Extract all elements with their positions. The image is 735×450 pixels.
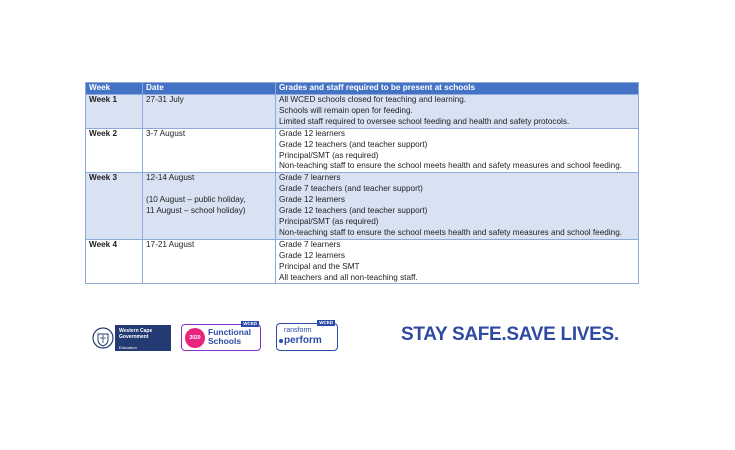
header-week: Week xyxy=(86,83,143,95)
detail-line: Principal and the SMT xyxy=(279,261,360,271)
details-cell xyxy=(276,128,639,173)
detail-line: Grade 12 learners xyxy=(279,250,345,260)
detail-line: All teachers and all non-teaching staff. xyxy=(279,272,418,282)
tp-wced-tag: WCED xyxy=(319,320,333,325)
detail-line: Non-teaching staff to ensure the school meets health and safety measures and school feeding. xyxy=(279,161,623,171)
wcg-dept: Education xyxy=(119,345,137,350)
table-row xyxy=(86,95,639,129)
table-row xyxy=(86,128,639,173)
detail-line: All WCED schools closed for teaching and learning. xyxy=(279,95,467,104)
detail-line: Non-teaching staff to ensure the school meets health and safety measures and school feeding. xyxy=(279,227,623,237)
western-cape-government-logo xyxy=(91,325,171,351)
week-cell: Week 4 xyxy=(86,239,143,284)
date-cell xyxy=(143,173,276,239)
transform-to-perform-logo xyxy=(276,319,338,351)
date-cell xyxy=(143,128,276,173)
slogan-text: STAY SAFE.SAVE LIVES. xyxy=(401,324,619,345)
detail-line: Grade 7 teachers (and teacher support) xyxy=(279,184,423,194)
detail-line: Grade 12 teachers (and teacher support) xyxy=(279,206,428,216)
date-spacer xyxy=(146,184,272,195)
tp-line1: ransform xyxy=(284,327,312,334)
week-cell: Week 2 xyxy=(86,128,143,173)
tp-line2: perform xyxy=(284,335,322,346)
fs-year-badge: 2020 xyxy=(185,328,205,348)
detail-line: Grade 7 learners xyxy=(279,173,341,183)
detail-line: Grade 7 learners xyxy=(279,239,341,249)
table-row xyxy=(86,173,639,239)
detail-line: Principal/SMT (as required) xyxy=(279,216,379,226)
date-cell xyxy=(143,239,276,284)
detail-line: Principal/SMT (as required) xyxy=(279,150,379,160)
week-cell: Week 1 xyxy=(86,95,143,129)
fs-text xyxy=(208,328,251,346)
details-cell xyxy=(276,239,639,284)
date-line: 3-7 August xyxy=(146,128,186,138)
date-line: 17-21 August xyxy=(146,239,195,249)
header-details: Grades and staff required to be present at schools xyxy=(276,83,639,95)
detail-line: Grade 12 learners xyxy=(279,128,345,138)
fs-line2: Schools xyxy=(208,336,242,346)
detail-line: Grade 12 teachers (and teacher support) xyxy=(279,139,428,149)
header-date: Date xyxy=(143,83,276,95)
fs-line1: Functional xyxy=(208,327,251,337)
week-cell: Week 3 xyxy=(86,173,143,239)
table-row xyxy=(86,239,639,284)
date-line: 12-14 August xyxy=(146,173,195,183)
coat-of-arms-icon xyxy=(91,325,115,351)
wcg-line1: Western Cape xyxy=(119,328,153,334)
date-line: 27-31 July xyxy=(146,95,184,104)
date-line: (10 August – public holiday, xyxy=(146,195,246,205)
detail-line: Schools will remain open for feeding. xyxy=(279,105,413,115)
detail-line: Limited staff required to oversee school feeding and health and safety protocols. xyxy=(279,116,570,126)
date-cell xyxy=(143,95,276,129)
details-cell xyxy=(276,95,639,129)
fs-wced-tag: WCED xyxy=(243,321,257,326)
wcg-line2: Government xyxy=(119,334,149,340)
wcg-name-plate xyxy=(115,325,171,351)
tp-dot-icon xyxy=(279,339,283,343)
table-header-row xyxy=(86,83,639,95)
functional-schools-logo xyxy=(181,321,261,351)
details-cell xyxy=(276,173,639,239)
date-line: 11 August – school holiday) xyxy=(146,206,246,216)
schedule-table xyxy=(85,82,639,284)
detail-line: Grade 12 learners xyxy=(279,195,345,205)
